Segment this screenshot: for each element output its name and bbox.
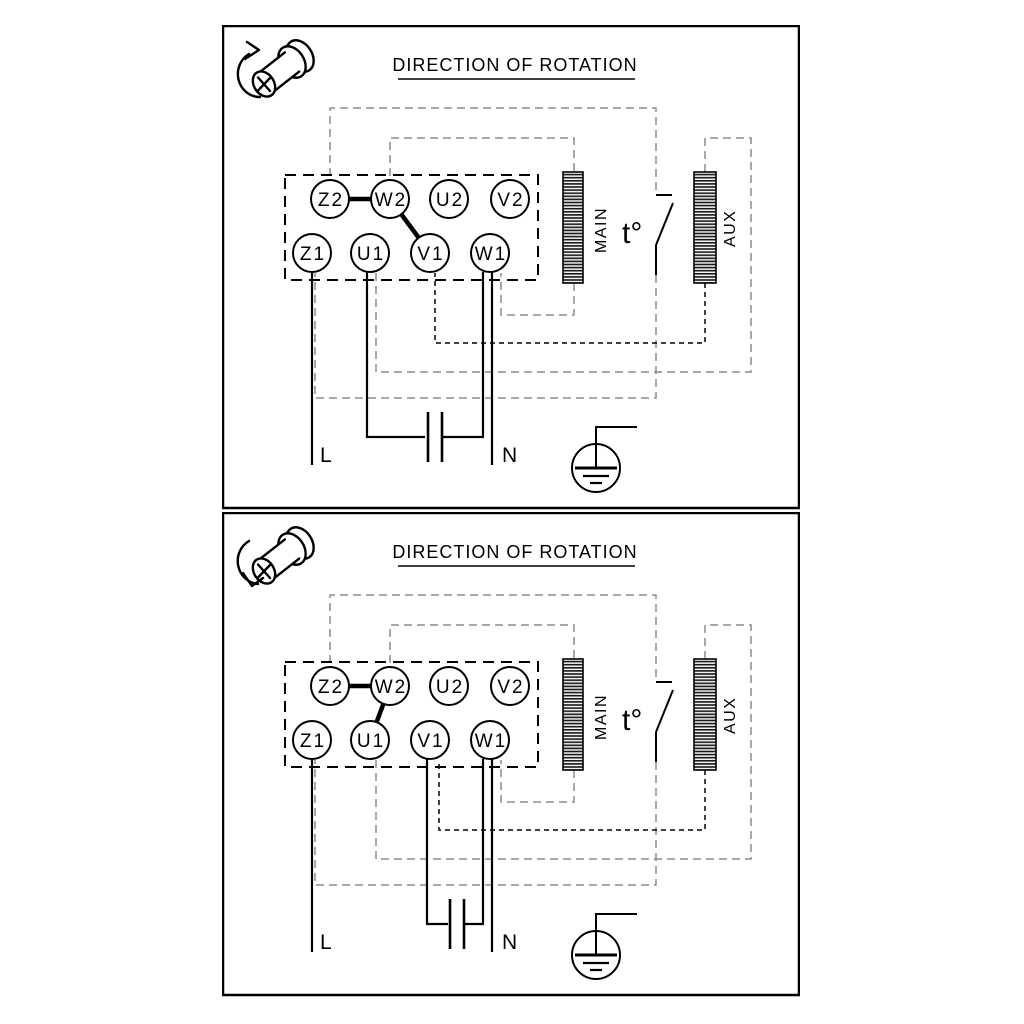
neutral-label: N: [502, 444, 518, 467]
terminal-z1-label: Z1: [299, 244, 327, 265]
panel-title: DIRECTION OF ROTATION: [392, 542, 638, 562]
terminal-v2-label: V2: [497, 677, 525, 698]
aux-winding: [694, 172, 716, 283]
wiring-panel-2: [222, 512, 800, 997]
line-label: L: [320, 931, 332, 954]
terminal-z2-label: Z2: [317, 190, 345, 211]
terminal-z1-label: Z1: [299, 731, 327, 752]
terminal-w1-label: W1: [474, 731, 508, 752]
main-winding: [563, 659, 583, 770]
panel-title: DIRECTION OF ROTATION: [392, 55, 638, 75]
terminal-u1-label: U1: [356, 244, 386, 265]
terminal-u2-label: U2: [435, 677, 465, 698]
terminal-w1-label: W1: [474, 244, 508, 265]
aux-winding-label: AUX: [722, 209, 739, 247]
main-winding-label: MAIN: [593, 694, 610, 740]
terminal-v1-label: V1: [417, 731, 445, 752]
terminal-w2-label: W2: [374, 190, 408, 211]
thermal-switch-label: t°: [622, 704, 643, 737]
thermal-switch-label: t°: [622, 217, 643, 250]
neutral-label: N: [502, 931, 518, 954]
terminal-u1-label: U1: [356, 731, 386, 752]
terminal-v1-label: V1: [417, 244, 445, 265]
terminal-z2-label: Z2: [317, 677, 345, 698]
aux-winding: [694, 659, 716, 770]
main-winding: [563, 172, 583, 283]
aux-winding-label: AUX: [722, 696, 739, 734]
wiring-panel-1: [222, 25, 800, 510]
terminal-u2-label: U2: [435, 190, 465, 211]
main-winding-label: MAIN: [593, 207, 610, 253]
terminal-w2-label: W2: [374, 677, 408, 698]
line-label: L: [320, 444, 332, 467]
terminal-v2-label: V2: [497, 190, 525, 211]
